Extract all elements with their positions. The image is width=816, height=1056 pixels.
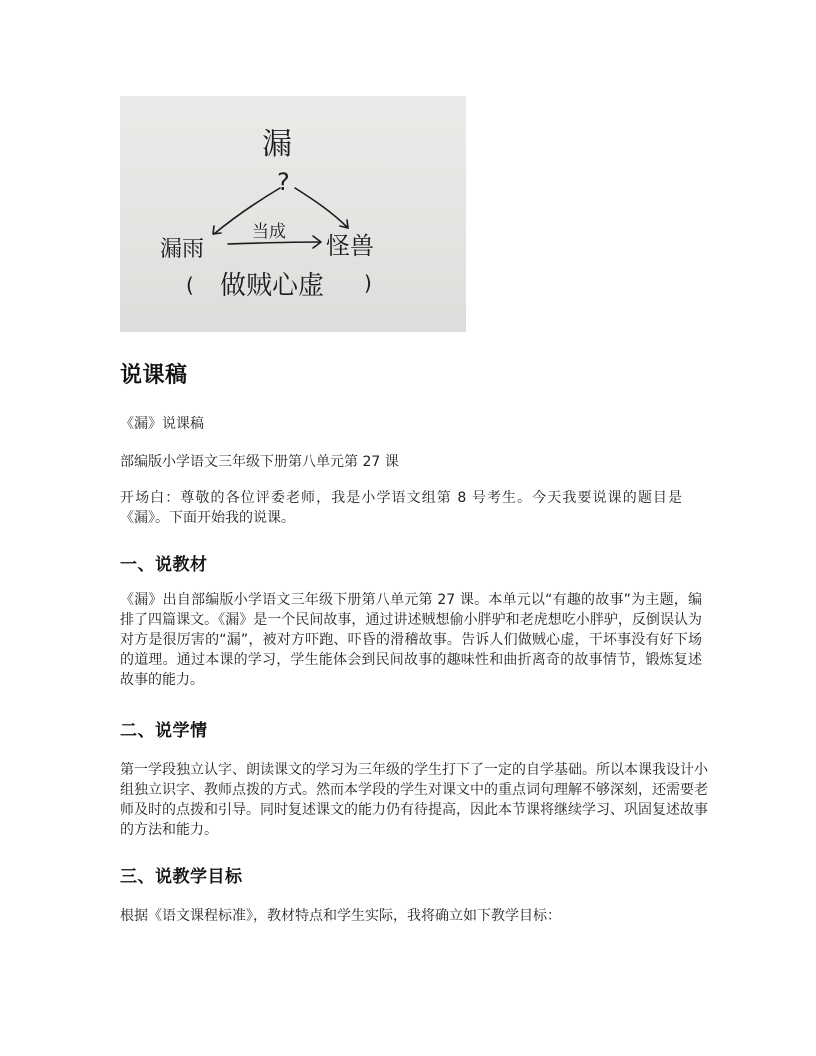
section-heading-textbook: 一、说教材 bbox=[120, 555, 208, 575]
diagram-question-mark: ? bbox=[277, 168, 290, 196]
diagram-drawing bbox=[120, 96, 466, 332]
section-body-objectives: 根据《语文课程标准》，教材特点和学生实际，我将确立如下教学目标： bbox=[120, 908, 561, 924]
opening-paragraph: 开场白：尊敬的各位评委老师，我是小学语文组第 8 号考生。今天我要说课的题目是《漏》。下面开始我的说课。 bbox=[120, 490, 682, 526]
section-heading-students: 二、说学情 bbox=[120, 721, 208, 741]
diagram-top-char: 漏 bbox=[262, 127, 292, 162]
section-heading-objectives: 三、说教学目标 bbox=[120, 867, 243, 887]
textbook-line: 部编版小学语文三年级下册第八单元第 27 课 bbox=[120, 454, 399, 470]
diagram-right-word: 怪兽 bbox=[326, 232, 374, 260]
diagram-left-word: 漏雨 bbox=[160, 237, 205, 262]
document-title: 说课稿 bbox=[120, 363, 188, 388]
diagram-bottom-phrase: 做贼心虚 bbox=[220, 271, 325, 301]
diagram-bottom-open-paren: ( bbox=[186, 273, 194, 297]
diagram-bottom-close-paren: ) bbox=[364, 271, 372, 295]
arrow-middle-line bbox=[228, 242, 320, 244]
section-body-students: 第一学段独立认字、朗读课文的学习为三年级的学生打下了一定的自学基础。所以本课我设计小组独立识字、教师点拨的方式。然而本学段的学生对课文中的重点词句理解不够深刻，还需要老师及时的点拨和引导。同时复述课文的能力仍有待提高，因此本节课将继续学习、巩固复述故事的方法和能力。 bbox=[120, 762, 708, 838]
handwritten-diagram-photo bbox=[120, 96, 466, 332]
diagram-arrow-label: 当成 bbox=[252, 222, 286, 242]
arrow-right-line bbox=[295, 188, 348, 228]
lesson-title: 《漏》说课稿 bbox=[120, 416, 204, 432]
section-body-textbook: 《漏》出自部编版小学语文三年级下册第八单元第 27 课。本单元以“有趣的故事”为主题，编排了四篇课文。《漏》是一个民间故事，通过讲述贼想偷小胖驴和老虎想吃小胖驴，反倒误认为对方是很厉害的“漏”，被对方吓跑、吓昏的滑稽故事。告诉人们做贼心虚，干坏事没有好下场的道理。通过本课的学习，学生能体会到民间故事的趣味性和曲折离奇的故事情节，锻炼复述故事的能力。 bbox=[120, 592, 702, 688]
